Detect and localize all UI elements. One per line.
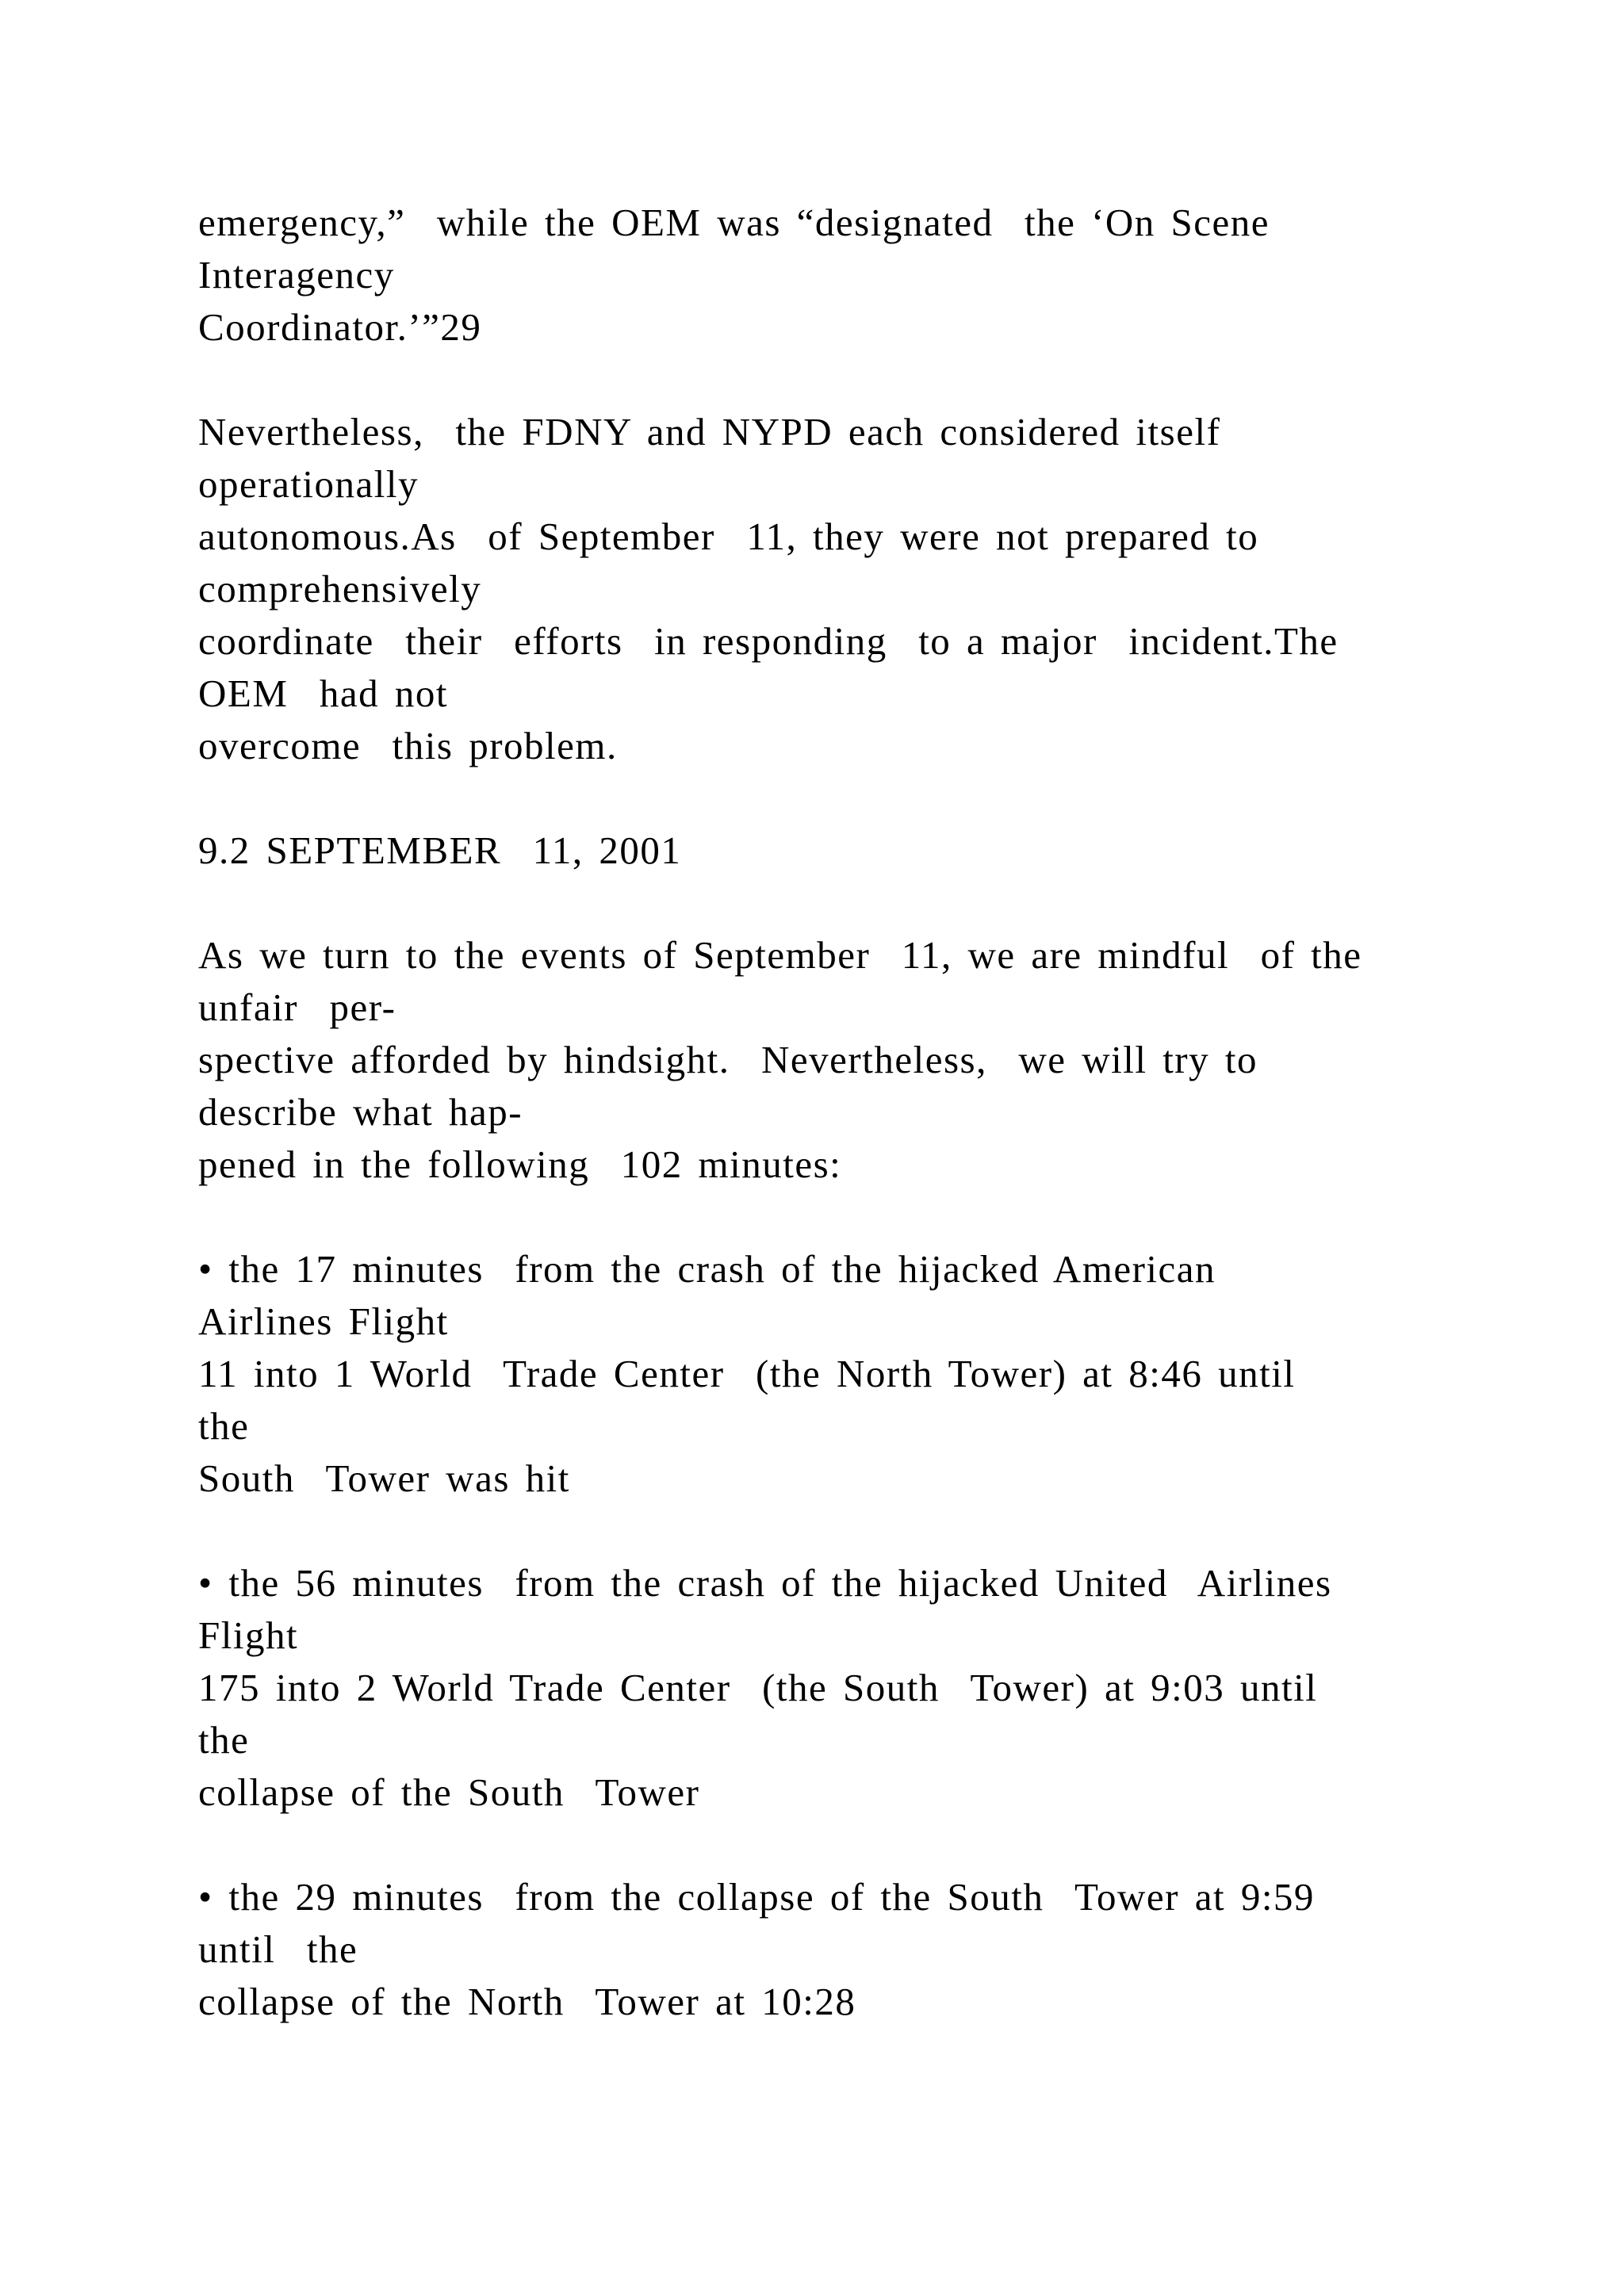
text-line: operationally [198,462,419,506]
bullet-line: collapse of the North Tower at 10:28 [198,1980,856,2023]
bullet-line: Flight [198,1613,299,1657]
bullet-line: South Tower was hit [198,1456,570,1500]
bullet-line: Airlines Flight [198,1299,449,1343]
text-line: autonomous.As of September 11, they were not prepared to [198,515,1259,558]
bullet-line: 175 into 2 World Trade Center (the South Tower) at 9:03 until [198,1666,1318,1709]
bullet-line: • the 17 minutes from the crash of the hijacked American [198,1247,1216,1291]
text-line: Coordinator.’”29 [198,305,482,349]
bullet-line: • the 29 minutes from the collapse of the South Tower at 9:59 [198,1875,1315,1919]
text-line: spective afforded by hindsight. Nevertheless, we will try to [198,1038,1258,1081]
text-line: overcome this problem. [198,724,618,767]
text-line: coordinate their efforts in responding to a major incident.The [198,619,1339,663]
text-line: Nevertheless, the FDNY and NYPD each considered itself [198,410,1221,453]
section-heading: 9.2 SEPTEMBER 11, 2001 [198,828,682,872]
text-line: emergency,” while the OEM was “designated the ‘On Scene [198,201,1270,244]
bullet-line: 11 into 1 World Trade Center (the North Tower) at 8:46 until [198,1352,1296,1395]
bullet-line: the [198,1404,250,1448]
bullet-line: collapse of the South Tower [198,1770,700,1814]
text-line: describe what hap- [198,1090,523,1134]
text-line: As we turn to the events of September 11, we are mindful of the [198,933,1362,977]
text-line: Interagency [198,253,395,297]
bullet-line: • the 56 minutes from the crash of the hijacked United Airlines [198,1561,1332,1605]
bullet-line: the [198,1718,250,1762]
text-line: pened in the following 102 minutes: [198,1142,842,1186]
text-line: comprehensively [198,567,482,610]
text-line: OEM had not [198,672,448,715]
text-line: unfair per- [198,985,396,1029]
bullet-line: until the [198,1927,358,1971]
